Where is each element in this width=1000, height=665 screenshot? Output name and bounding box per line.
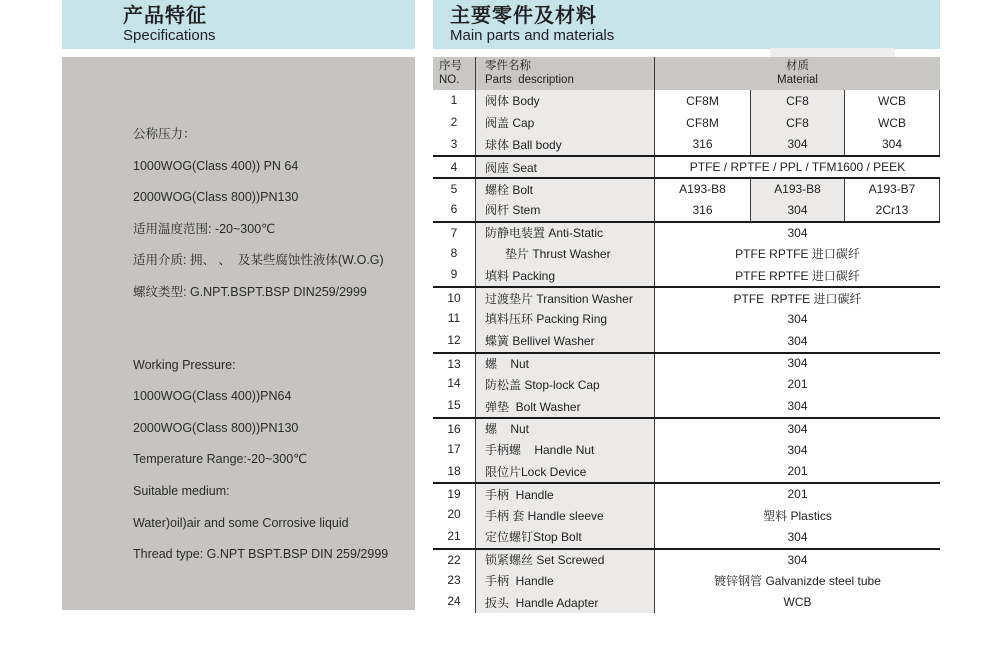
material-cell: 304 [750,199,845,221]
material-cell-merged: 304 [787,399,808,414]
material-cell: 316 [692,137,713,152]
part-description-cell: 手柄 Handle [475,570,655,592]
material-cell: WCB [845,90,940,112]
col-header-no [433,57,475,90]
material-cells [655,199,940,221]
table-row [433,221,940,243]
material-cells [655,484,940,504]
material-cell-merged: 201 [787,377,808,392]
material-cell-merged: 304 [787,442,808,457]
specifications-title-en: Specifications [123,27,216,44]
material-cells [655,157,940,177]
col-header-material [655,57,940,90]
scan-artifact [770,48,895,57]
col-header-parts [475,57,655,90]
material-cell: 304 [845,134,940,156]
material-cell-merged: 304 [787,529,808,544]
row-number-cell: 9 [450,267,458,282]
specifications-lines-en [133,350,415,571]
spec-line: 1000WOG(Class 400))PN64 [133,389,292,404]
row-number-cell: 18 [447,463,461,478]
table-row [433,330,940,352]
table-row [433,90,940,112]
row-number-cell: 14 [447,376,461,391]
material-cell: CF8M [686,93,719,108]
material-cells [655,550,940,570]
material-cell: 316 [692,202,713,217]
table-row [433,264,940,286]
col-header-no-en: NO. [439,73,460,86]
material-cell: A193-B8 [679,182,726,197]
row-number-cell: 2 [450,114,458,129]
material-cells [655,179,940,199]
material-cells [655,373,940,395]
part-description-cell: 螺 Nut [475,354,655,374]
row-number-cell: 19 [447,487,461,502]
row-number-cell: 1 [450,93,458,107]
specifications-gap [133,309,415,350]
material-cell: 2Cr13 [845,199,940,221]
parts-table [433,57,940,613]
row-number-cell: 5 [450,182,458,197]
material-cell: 304 [750,134,845,156]
table-header-row [433,57,940,90]
main-parts-header [433,0,940,49]
row-number-cell: 21 [447,528,461,543]
material-cells [655,264,940,286]
part-description-cell: 手柄螺 Handle Nut [475,439,655,461]
part-description-cell: 阀座 Seat [475,157,655,177]
part-description-cell: 锁紧螺丝 Set Screwed [475,550,655,570]
material-cells [655,419,940,439]
part-description-cell: 防松盖 Stop-lock Cap [475,373,655,395]
spec-line: 2000WOG(Class 800))PN130 [133,190,299,205]
material-cell: CF8 [750,90,845,112]
table-row [433,199,940,221]
material-cells [655,395,940,417]
material-cell: CF8M [686,115,719,130]
material-cell: WCB [845,112,940,134]
row-number-cell: 12 [447,332,461,347]
row-number-cell: 10 [447,291,461,306]
table-row [433,526,940,548]
part-description-cell: 螺栓 Bolt [475,179,655,199]
table-row [433,286,940,308]
spec-line: Water)oil)air and some Corrosive liquid [133,515,349,530]
material-cell-merged: 304 [787,421,808,436]
part-description-cell: 手柄 Handle [475,484,655,504]
material-cell-merged: PTFE / RPTFE / PPL / TFM1600 / PEEK [689,160,906,175]
material-cells [655,504,940,526]
material-cell-merged: 201 [787,487,808,502]
material-cell-merged: PTFE RPTFE 进口碳纤 [733,291,862,306]
specifications-header [62,0,415,49]
spec-line: 螺纹类型: G.NPT.BSPT.BSP DIN259/2999 [133,284,367,299]
material-cell-merged: 304 [787,333,808,348]
material-cells [655,439,940,461]
row-number-cell: 4 [450,160,458,175]
material-cell-merged: 304 [787,225,808,240]
spec-line: Working Pressure: [133,357,236,372]
table-row [433,461,940,483]
material-cell: A193-B8 [750,179,845,199]
part-description-cell: 定位螺钉Stop Bolt [475,526,655,548]
part-description-cell: 扳头 Handle Adapter [475,591,655,613]
row-number-cell: 13 [447,356,461,371]
part-description-cell: 球体 Ball body [475,134,655,156]
part-description-cell: 填料压环 Packing Ring [475,308,655,330]
material-cells [655,243,940,265]
material-cells [655,134,940,156]
table-row [433,482,940,504]
table-row [433,155,940,177]
row-number-cell: 7 [450,225,458,240]
part-description-cell: 垫片 Thrust Washer [475,243,655,265]
material-cells [655,354,940,374]
material-cells [655,570,940,592]
table-row [433,373,940,395]
material-cells [655,223,940,243]
row-number-cell: 24 [447,594,461,609]
main-parts-title-cn: 主要零件及材料 [450,5,597,27]
spec-line: 适用介质: 拥、 、 及某些腐蚀性液体(W.O.G) [133,253,384,268]
specifications-text [62,57,415,571]
table-row [433,134,940,156]
material-cell-merged: 镀锌钢管 Galvanizde steel tube [714,573,881,588]
spec-line: 2000WOG(Class 800))PN130 [133,420,299,435]
material-cells [655,112,940,134]
col-header-parts-en: Parts description [485,73,574,86]
row-number-cell: 22 [447,552,461,567]
main-parts-title-en: Main parts and materials [450,27,615,44]
table-row [433,548,940,570]
specifications-title-cn: 产品特征 [123,5,207,27]
row-number-cell: 3 [450,136,458,151]
spec-line: 1000WOG(Class 400)) PN 64 [133,158,299,173]
part-description-cell: 防静电装置 Anti-Static [475,223,655,243]
part-description-cell: 弹垫 Bolt Washer [475,395,655,417]
spec-line: Thread type: G.NPT BSPT.BSP DIN 259/2999 [133,547,389,562]
row-number-cell: 11 [447,310,461,325]
part-description-cell: 阀盖 Cap [475,112,655,134]
table-row [433,308,940,330]
table-row [433,570,940,592]
table-row [433,352,940,374]
row-number-cell: 8 [450,245,458,260]
part-description-cell: 螺 Nut [475,419,655,439]
material-cells [655,90,940,112]
part-description-cell: 阀体 Body [475,90,655,112]
material-cell: CF8 [750,112,845,134]
row-number-cell: 23 [447,572,461,587]
table-row [433,112,940,134]
spec-line: 公称压力： [133,127,196,141]
table-row [433,177,940,199]
row-number-cell: 6 [450,201,458,216]
material-cell-merged: 201 [787,464,808,479]
part-description-cell: 限位片Lock Device [475,461,655,483]
part-description-cell: 阀杆 Stem [475,199,655,221]
material-cells [655,308,940,330]
col-header-no-cn: 序号 [439,60,462,72]
table-row [433,417,940,439]
table-body [433,90,940,613]
material-cell-merged: 塑料 Plastics [763,508,832,523]
specifications-lines-cn [133,119,415,309]
material-cell-merged: WCB [783,595,812,610]
material-cells [655,526,940,548]
part-description-cell: 过渡垫片 Transition Washer [475,288,655,308]
part-description-cell: 手柄 套 Handle sleeve [475,504,655,526]
specifications-panel [62,57,415,610]
material-cells [655,461,940,483]
row-number-cell: 20 [447,507,461,522]
material-cells [655,288,940,308]
table-row [433,243,940,265]
spec-line: Temperature Range:-20~300℃ [133,452,308,467]
table-row [433,439,940,461]
col-header-material-cn: 材质 [786,60,809,72]
table-row [433,591,940,613]
part-description-cell: 蝶簧 Bellivel Washer [475,330,655,352]
material-cell-merged: 304 [787,311,808,326]
table-row [433,504,940,526]
row-number-cell: 16 [447,421,461,436]
table-row [433,395,940,417]
material-cell-merged: 304 [787,552,808,567]
material-cell-merged: 304 [787,356,808,371]
row-number-cell: 15 [447,398,461,413]
spec-line: 适用温度范围: -20~300℃ [133,221,276,236]
spec-line: Suitable medium: [133,483,230,498]
material-cell-merged: PTFE RPTFE 进口碳纤 [735,246,860,261]
part-description-cell: 填料 Packing [475,264,655,286]
col-header-parts-cn: 零件名称 [485,60,531,72]
row-number-cell: 17 [447,441,461,456]
material-cells [655,591,940,613]
col-header-material-en: Material [777,73,818,86]
material-cell-merged: PTFE RPTFE 进口碳纤 [735,268,860,283]
material-cells [655,330,940,352]
material-cell: A193-B7 [845,179,940,199]
